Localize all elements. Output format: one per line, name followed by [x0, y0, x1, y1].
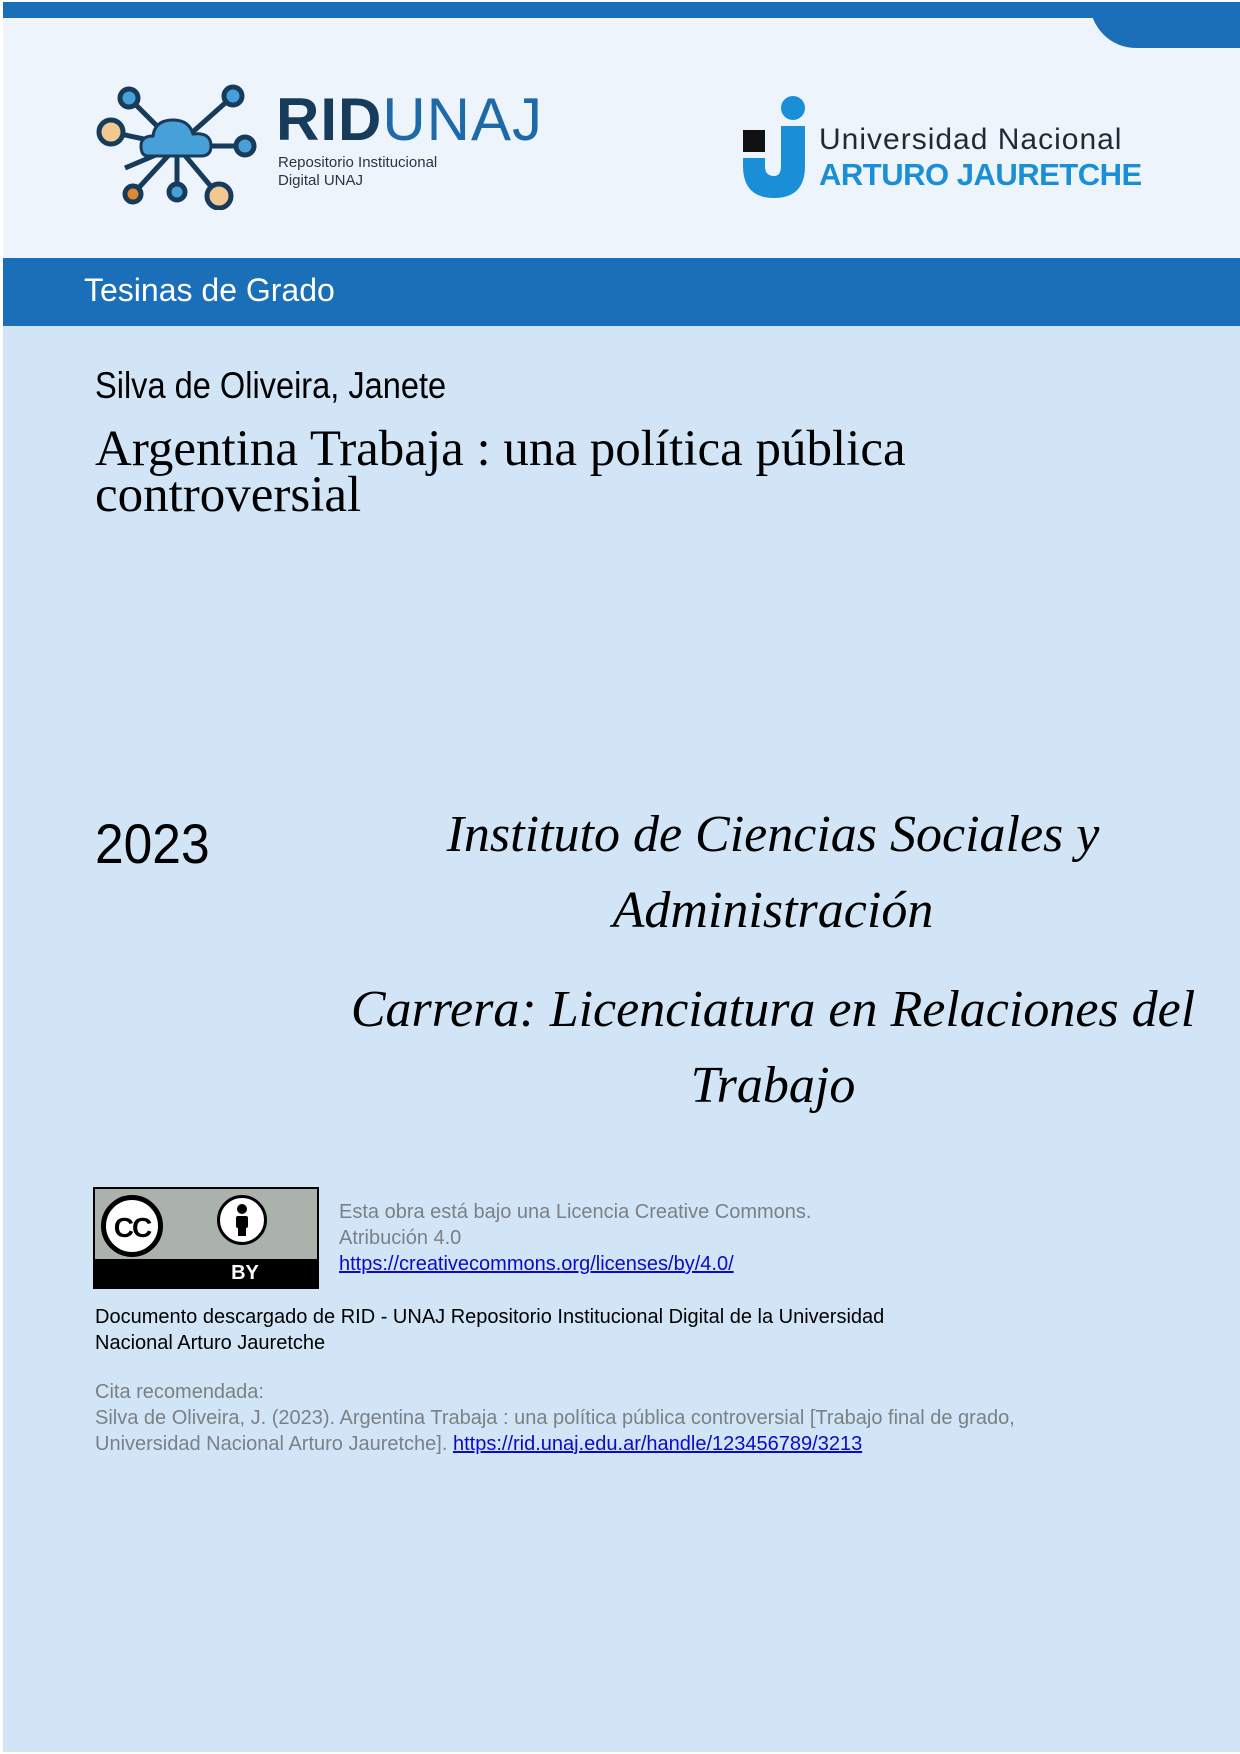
citation-text: Silva de Oliveira, J. (2023). Argentina Trabaja : una política pública controversial [Trabajo final de grado, Universidad Nacional Arturo Jauretche]. https://rid.unaj.edu.ar/handle/123456789/3213 [95, 1407, 1015, 1455]
institute-name: Instituto de Ciencias Sociales y Administración [446, 806, 1100, 939]
ridunaj-subtitle: Repositorio Institucional Digital UNAJ [278, 154, 438, 189]
ridunaj-wordmark: RIDUNAJ [276, 86, 544, 153]
citation-link[interactable]: https://rid.unaj.edu.ar/handle/123456789/3213 [452, 1433, 863, 1455]
ridunaj-logo [93, 84, 544, 212]
by-label: BY [231, 1262, 259, 1284]
publication-year: 2023 [95, 812, 210, 875]
collection-label: Tesinas de Grado [84, 272, 335, 308]
network-cloud-icon [93, 84, 269, 210]
cc-by-license-badge[interactable] [93, 1187, 319, 1289]
unaj-j-mark-icon [743, 96, 809, 200]
document-title: Argentina Trabaja : una política pública controversial [95, 421, 906, 523]
author-name: Silva de Oliveira, Janete [95, 365, 447, 406]
download-notice: Documento descargado de RID - UNAJ Repositorio Institucional Digital de la Universidad Nacional Arturo Jauretche [95, 1306, 885, 1354]
unaj-line-2: ARTURO JAURETCHE [819, 157, 1142, 192]
person-icon [217, 1195, 267, 1245]
top-right-tab [1090, 2, 1240, 48]
cc-icon: CC [101, 1195, 163, 1257]
unaj-logo [743, 96, 1143, 206]
career-name: Carrera: Licenciatura en Relaciones del Trabajo [350, 981, 1196, 1114]
cc-badge-top [95, 1189, 317, 1259]
license-text: Esta obra está bajo una Licencia Creative Commons. Atribución 4.0 [339, 1201, 812, 1249]
document-cover-page [3, 2, 1240, 1752]
header-band [3, 2, 1240, 258]
license-link[interactable]: https://creativecommons.org/licenses/by/4.0/ [339, 1253, 734, 1275]
collection-banner [3, 258, 1240, 326]
citation-label: Cita recomendada: [95, 1381, 264, 1403]
unaj-line-1: Universidad Nacional [819, 123, 1123, 156]
top-rule [3, 2, 1240, 18]
